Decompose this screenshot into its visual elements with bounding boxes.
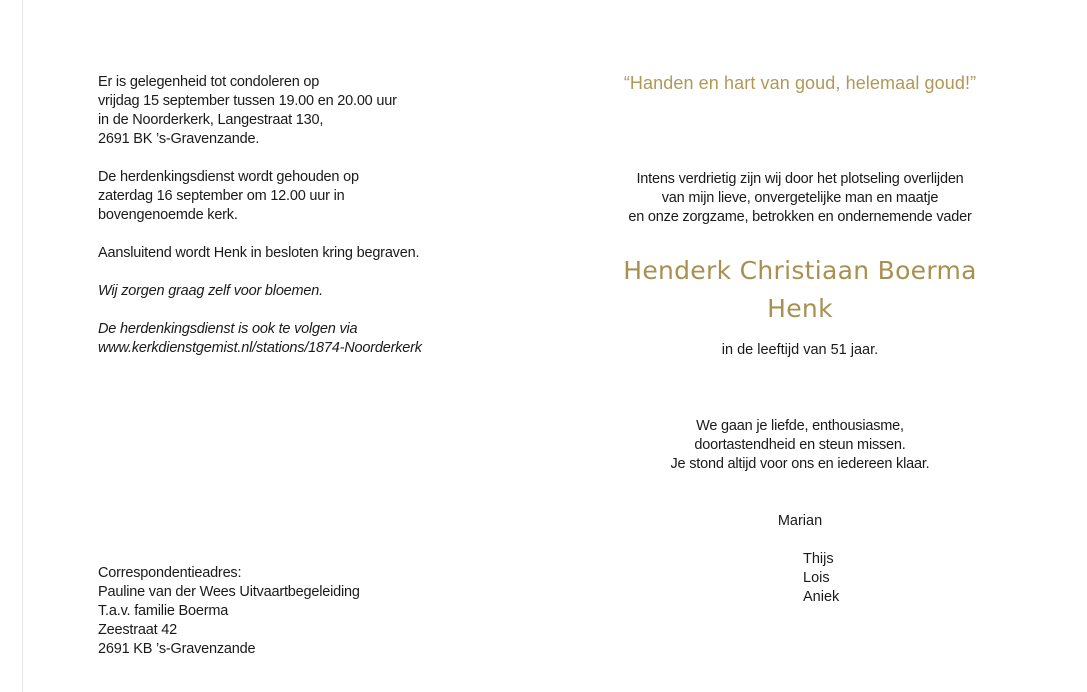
age-line: in de leeftijd van 51 jaar. (721, 342, 879, 358)
memorial-quote: “Handen en hart van goud, helemaal goud!” (623, 73, 977, 93)
deceased-full-name: Henderk Christiaan Boerma (623, 256, 977, 285)
flowers-note: Wij zorgen graag zelf voor bloemen. (98, 283, 323, 299)
page-edge-divider (22, 0, 23, 692)
left-column (98, 73, 518, 358)
condolence-info: Er is gelegenheid tot condoleren op vrijdag 15 september tussen 19.00 en 20.00 uur in de Noorderkerk, Langestraat 130, 2691 BK ’s-Gravenzande. (98, 74, 397, 147)
child-name: Aniek (803, 589, 840, 605)
tribute-text: We gaan je liefde, enthousiasme, doortastendheid en steun missen. Je stond altijd voor ons en iedereen klaar. (670, 418, 930, 472)
spouse-name: Marian (777, 513, 823, 529)
service-info: De herdenkingsdienst wordt gehouden op zaterdag 16 september om 12.00 uur in bovengenoemde kerk. (98, 169, 359, 223)
child-name: Thijs (803, 551, 834, 567)
child-name: Lois (803, 570, 830, 586)
burial-info: Aansluitend wordt Henk in besloten kring begraven. (98, 245, 420, 261)
deceased-nickname: Henk (767, 294, 833, 323)
stream-info: De herdenkingsdienst is ook te volgen via www.kerkdienstgemist.nl/stations/1874-Noorderkerk (98, 321, 422, 356)
announcement-intro: Intens verdrietig zijn wij door het plotseling overlijden van mijn lieve, onvergetelijke man en maatje en onze zorgzame, betrokken en ondernemende vader (628, 171, 972, 225)
correspondence-address: Correspondentieadres: Pauline van der Wees Uitvaartbegeleiding T.a.v. familie Boerma Zeestraat 42 2691 KB ’s-Gravenzande (98, 565, 360, 657)
children-names (803, 550, 953, 607)
